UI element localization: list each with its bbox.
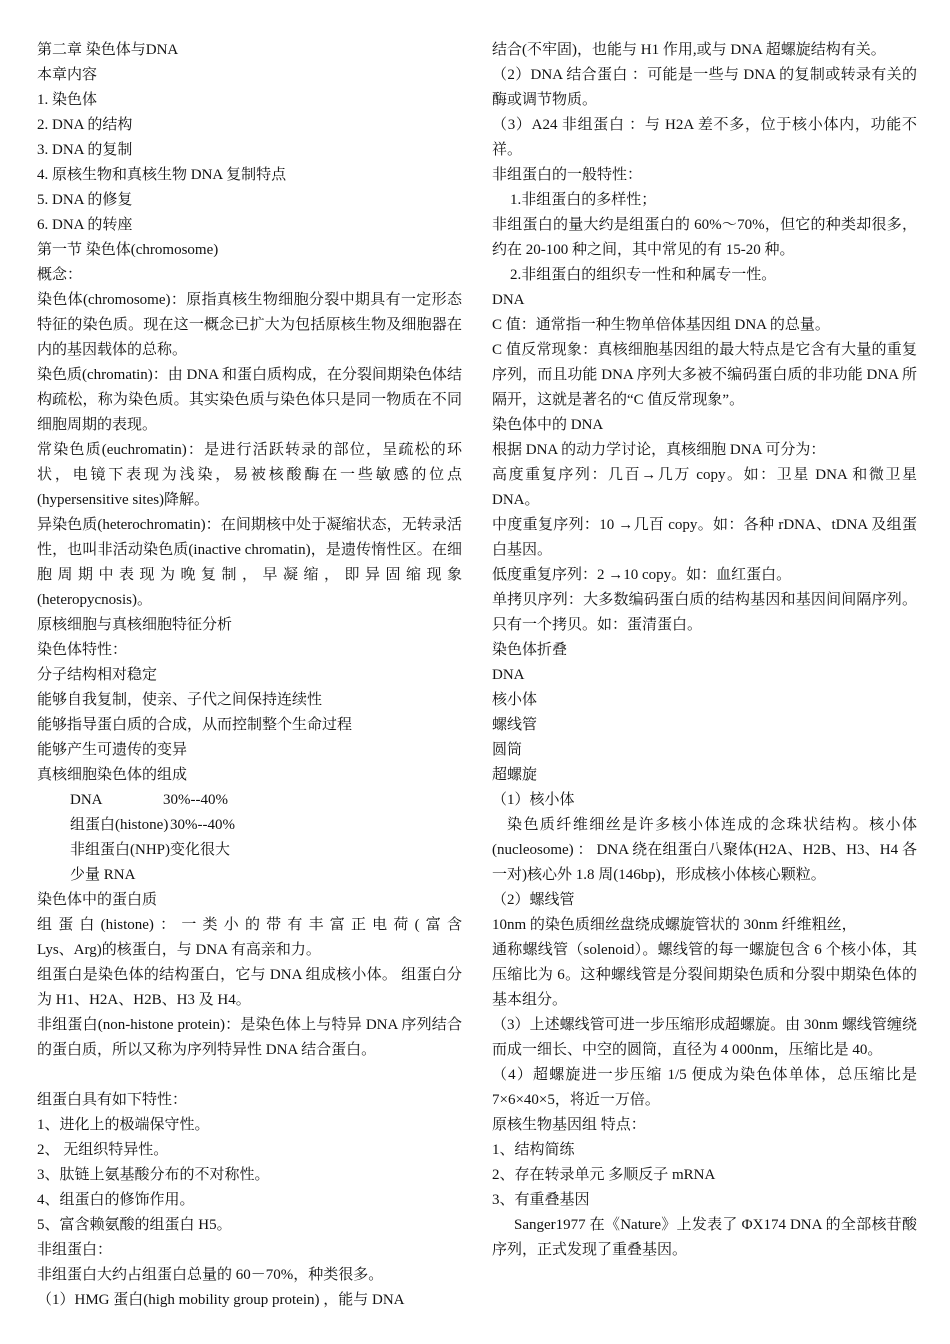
proteins-heading: 染色体中的蛋白质	[37, 892, 158, 908]
right-column	[492, 38, 917, 1263]
composition-name: 少量 RNA	[70, 867, 136, 883]
characteristic-item: 能够自我复制，使亲、子代之间保持连续性	[37, 692, 323, 708]
prokaryote-feature: 3、有重叠基因	[492, 1192, 590, 1208]
single-copy: 单拷贝序列：大多数编码蛋白质的结构基因和基因间间隔序列。只有一个拷贝。如：蛋清蛋白。	[492, 592, 917, 633]
characteristic-item: 能够指导蛋白质的合成，从而控制整个生命过程	[37, 717, 353, 733]
features-heading: 原核细胞与真核细胞特征分析	[37, 617, 233, 633]
contents-item: 5. DNA 的修复	[37, 192, 133, 208]
left-column	[37, 38, 462, 1313]
supercoil-text: （4）超螺旋进一步压缩 1/5 便成为染色体单体，总压缩比是 7×6×40×5，将近一万倍。	[492, 1067, 917, 1108]
composition-row	[37, 788, 462, 813]
contents-item: 4. 原核生物和真核生物 DNA 复制特点	[37, 167, 287, 183]
definition-chromosome: 染色体(chromosome)：原指真核生物细胞分裂中期具有一定形态特征的染色质。现在这一概念已扩大为包括原核生物及细胞器在内的基因载体的总称。	[37, 292, 462, 358]
nucleosome-heading: （1）核小体	[492, 792, 575, 808]
prokaryote-heading: 原核生物基因组 特点：	[492, 1117, 646, 1133]
composition-name: 非组蛋白(NHP)	[70, 842, 170, 858]
histone-property: 2、 无组织特异性。	[37, 1142, 169, 1158]
histone-structure: 组蛋白是染色体的结构蛋白，它与 DNA 组成核小体。 组蛋白分为 H1、H2A、H2B、H3 及 H4。	[37, 967, 462, 1008]
specificity-text: 2.非组蛋白的组织专一性和种属专一性。	[510, 267, 777, 283]
sanger-text: Sanger1977 在《Nature》上发表了 ΦX174 DNA 的全部核苷酸序列，正式发现了重叠基因。	[492, 1217, 917, 1258]
characteristic-item: 分子结构相对稳定	[37, 667, 158, 683]
dna-in-chromosome-heading: 染色体中的 DNA	[492, 417, 604, 433]
kinetics-text: 根据 DNA 的动力学讨论，真核细胞 DNA 可分为：	[492, 442, 826, 458]
chapter-title: 第二章 染色体与DNA	[37, 42, 179, 58]
general-properties-heading: 非组蛋白的一般特性：	[492, 167, 643, 183]
cylinder-text: （3）上述螺线管可进一步压缩形成超螺旋。由 30nm 螺线管缠绕而成一细长、中空的圆筒，直径为 4 000nm，压缩比是 40。	[492, 1017, 917, 1058]
nonhistone-amount: 非组蛋白大约占组蛋白总量的 60－70%，种类很多。	[37, 1267, 384, 1283]
a24-protein: （3）A24 非组蛋白 ：与 H2A 差不多，位于核小体内，功能不祥。	[492, 117, 917, 158]
concept-label: 概念：	[37, 267, 83, 283]
composition-row	[37, 863, 462, 888]
solenoid-text: 通称螺线管（solenoid）。螺线管的每一螺旋包含 6 个核小体，其压缩比为 6。这种螺线管是分裂间期染色质和分裂中期染色体的基本组分。	[492, 942, 917, 1008]
nonhistone-definition: 非组蛋白(non-histone protein)：是染色体上与特异 DNA 序列结合的蛋白质，所以又称为序列特异性 DNA 结合蛋白。	[37, 1017, 462, 1058]
histone-definition-line: Lys、Arg)的核蛋白，与 DNA 有高亲和力。	[37, 942, 321, 958]
histone-definition-line: 组蛋白(histone)：一类小的带有丰富正电荷(富含	[37, 917, 462, 933]
section-title: 第一节 染色体(chromosome)	[37, 242, 219, 258]
folding-level: 螺线管	[492, 717, 538, 733]
lowly-repetitive: 低度重复序列：2 →10 copy。如：血红蛋白。	[492, 567, 792, 583]
histone-properties-heading: 组蛋白具有如下特性：	[37, 1092, 188, 1108]
solenoid-line: 10nm 的染色质细丝盘绕成螺旋管状的 30nm 纤维粗丝，	[492, 917, 857, 933]
folding-heading: 染色体折叠	[492, 642, 568, 658]
nonhistone-heading: 非组蛋白：	[37, 1242, 113, 1258]
c-value-definition: C 值：通常指一种生物单倍体基因组 DNA 的总量。	[492, 317, 830, 333]
histone-property: 1、进化上的极端保守性。	[37, 1117, 210, 1133]
composition-heading: 真核细胞染色体的组成	[37, 767, 188, 783]
definition-euchromatin: 常染色质(euchromatin)：是进行活跃转录的部位，呈疏松的环状，电镜下表现为浅染，易被核酸酶在一些敏感的位点(hypersensitive sites)降解。	[37, 442, 462, 508]
characteristic-item: 能够产生可遗传的变异	[37, 742, 188, 758]
contents-item: 1. 染色体	[37, 92, 98, 108]
nucleosome-text: 染色质纤维细丝是许多核小体连成的念珠状结构。核小体 (nucleosome) ： DNA 绕在组蛋白八聚体(H2A、H2B、H3、H4 各一对)核心外 1.8 周(146bp)，形成核小体核心颗粒。	[492, 817, 917, 883]
folding-level: 超螺旋	[492, 767, 538, 783]
composition-row	[37, 838, 462, 863]
composition-name: 组蛋白(histone)	[70, 817, 169, 833]
composition-name: DNA	[70, 792, 103, 808]
folding-level: DNA	[492, 667, 525, 683]
composition-value: 30%--40%	[170, 817, 235, 833]
dna-binding-protein: （2）DNA 结合蛋白 ：可能是一些与 DNA 的复制或转录有关的酶或调节物质。	[492, 67, 917, 108]
folding-level: 圆筒	[492, 742, 523, 758]
composition-value: 30%--40%	[163, 792, 228, 808]
contents-item: 2. DNA 的结构	[37, 117, 133, 133]
solenoid-heading: （2）螺线管	[492, 892, 575, 908]
prokaryote-feature: 2、存在转录单元 多顺反子 mRNA	[492, 1167, 716, 1183]
highly-repetitive: 高度重复序列：几百→几万 copy。如：卫星 DNA 和微卫星 DNA。	[492, 467, 917, 508]
histone-property: 5、富含赖氨酸的组蛋白 H5。	[37, 1217, 232, 1233]
composition-value: 变化很大	[170, 842, 231, 858]
c-value-paradox: C 值反常现象：真核细胞基因组的最大特点是它含有大量的重复序列，而且功能 DNA 序列大多被不编码蛋白质的非功能 DNA 所隔开，这就是著名的“C 值反常现象”。	[492, 342, 917, 408]
dna-heading: DNA	[492, 292, 525, 308]
contents-item: 3. DNA 的复制	[37, 142, 133, 158]
diversity-heading: 1.非组蛋白的多样性；	[510, 192, 657, 208]
definition-heterochromatin: 异染色质(heterochromatin)：在间期核中处于凝缩状态，无转录活性，也叫非活动染色质(inactive chromatin)，是遗传惰性区。在细胞周期中表现为晚复制，早凝缩，即异固缩现象(heteropycnosis)。	[37, 517, 462, 608]
hmg-continuation: 结合(不牢固)，也能与 H1 作用,或与 DNA 超螺旋结构有关。	[492, 42, 886, 58]
folding-level: 核小体	[492, 692, 538, 708]
definition-chromatin: 染色质(chromatin)：由 DNA 和蛋白质构成，在分裂间期染色体结构疏松，称为染色质。其实染色质与染色体只是同一物质在不同细胞周期的表现。	[37, 367, 462, 433]
moderately-repetitive: 中度重复序列：10 →几百 copy。如：各种 rDNA、tDNA 及组蛋白基因。	[492, 517, 917, 558]
prokaryote-feature: 1、结构简练	[492, 1142, 575, 1158]
histone-property: 4、组蛋白的修饰作用。	[37, 1192, 195, 1208]
characteristics-heading: 染色体特性：	[37, 642, 128, 658]
contents-heading: 本章内容	[37, 67, 98, 83]
histone-property: 3、肽链上氨基酸分布的不对称性。	[37, 1167, 270, 1183]
hmg-protein-line: （1）HMG 蛋白(high mobility group protein) ，能与 DNA	[37, 1292, 405, 1308]
composition-row	[37, 813, 462, 838]
diversity-text: 非组蛋白的量大约是组蛋白的 60%～70%，但它的种类却很多，约在 20-100 种之间，其中常见的有 15-20 种。	[492, 217, 917, 258]
contents-item: 6. DNA 的转座	[37, 217, 133, 233]
